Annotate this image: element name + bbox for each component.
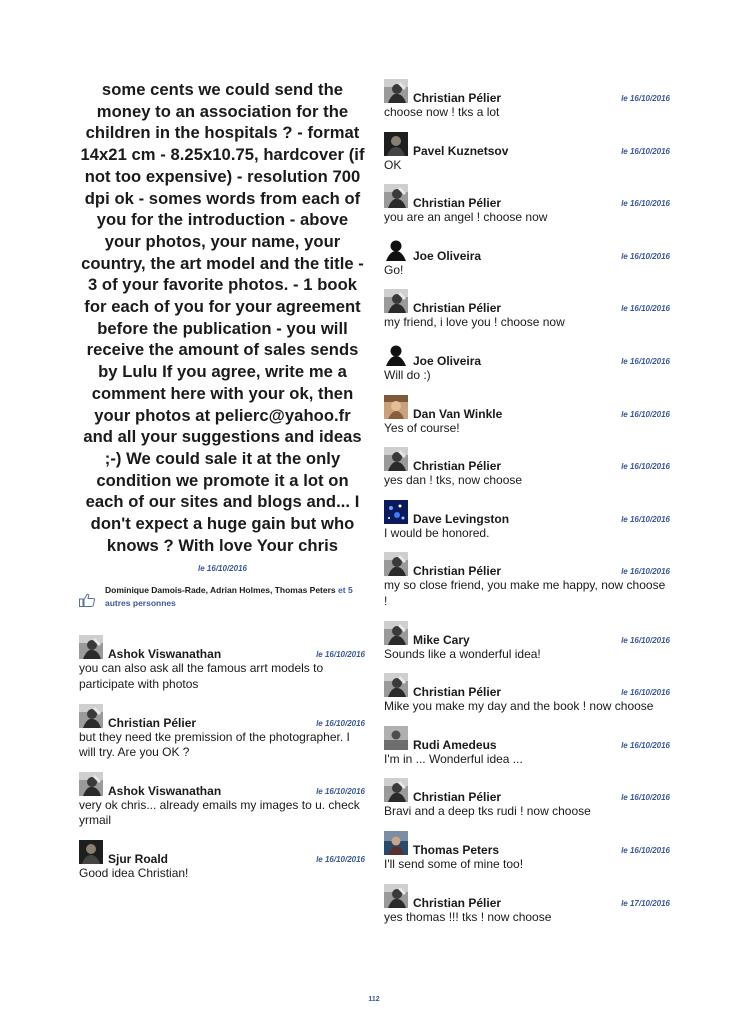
avatar[interactable] (384, 342, 408, 366)
avatar[interactable] (384, 552, 408, 576)
comment-author[interactable]: Christian Pélier (413, 685, 502, 700)
bw-portrait-icon (79, 772, 103, 796)
comment-text: Mike you make my day and the book ! now choose (384, 699, 654, 714)
comment-date: le 16/10/2016 (621, 409, 670, 419)
comment-item (384, 831, 671, 873)
comment-author[interactable]: Christian Pélier (413, 196, 502, 211)
comment-author[interactable]: Ashok Viswanathan (108, 647, 222, 662)
comment-text: choose now ! tks a lot (384, 105, 500, 119)
avatar[interactable] (384, 673, 408, 697)
comment-item (384, 884, 671, 926)
avatar[interactable] (79, 772, 103, 796)
comment-header (384, 778, 671, 805)
warm-portrait-icon (384, 395, 408, 419)
comment-author[interactable]: Joe Oliveira (413, 248, 482, 263)
avatar[interactable] (384, 395, 408, 419)
page-number: 112 (368, 996, 380, 1003)
comment-date: le 16/10/2016 (316, 786, 365, 796)
comment-header (384, 552, 671, 579)
comment-text: you are an angel ! choose now (384, 210, 548, 225)
avatar[interactable] (384, 621, 408, 645)
avatar[interactable] (384, 184, 408, 208)
blue-night-icon (384, 500, 408, 524)
bw-portrait-icon (384, 884, 408, 908)
comment-date: le 17/10/2016 (621, 898, 670, 908)
comment-author[interactable]: Christian Pélier (413, 301, 502, 316)
comment-author[interactable]: Mike Cary (413, 632, 470, 647)
avatar[interactable] (384, 500, 408, 524)
avatar[interactable] (79, 635, 103, 659)
bw-portrait-icon (384, 673, 408, 697)
thumbs-up-icon[interactable] (79, 593, 96, 607)
comment-header (384, 184, 671, 211)
comment-item (79, 772, 366, 829)
comment-text: I'll send some of mine too! (384, 856, 524, 871)
bw-portrait-icon (384, 621, 408, 645)
comment-header (384, 621, 671, 645)
comment-item (79, 635, 366, 692)
comment-header (384, 726, 671, 750)
comment-item (384, 342, 671, 384)
comment-date: le 16/10/2016 (621, 304, 670, 314)
comment-item (79, 840, 366, 882)
comment-author[interactable]: Christian Pélier (108, 715, 197, 730)
comment-item (384, 289, 671, 331)
comment-author[interactable]: Christian Pélier (413, 895, 502, 910)
comment-text: my so close friend, you make me happy, now choose ! (384, 578, 666, 608)
comment-date: le 16/10/2016 (621, 356, 670, 366)
comment-header (384, 884, 671, 908)
comment-header (384, 500, 671, 524)
comment-header (384, 132, 671, 156)
comment-date: le 16/10/2016 (621, 514, 670, 524)
avatar[interactable] (384, 831, 408, 855)
comment-header (384, 237, 671, 261)
comment-author[interactable]: Joe Oliveira (413, 353, 482, 368)
avatar[interactable] (384, 132, 408, 156)
comment-date: le 16/10/2016 (621, 251, 670, 261)
avatar[interactable] (384, 884, 408, 908)
comment-item (384, 395, 671, 437)
comment-item (384, 447, 671, 489)
comment-date: le 16/10/2016 (621, 199, 670, 209)
bw-portrait-icon (384, 778, 408, 802)
comment-item (384, 237, 671, 279)
comment-header (384, 79, 671, 103)
comment-item (384, 184, 671, 226)
comment-item (384, 673, 671, 715)
comment-author[interactable]: Dave Levingston (413, 511, 510, 526)
comment-author[interactable]: Thomas Peters (413, 842, 500, 857)
dark-portrait-icon (384, 132, 408, 156)
bw-portrait-icon (384, 447, 408, 471)
comment-text: I would be honored. (384, 525, 490, 540)
comment-text: I'm in ... Wonderful idea ... (384, 751, 523, 766)
grey-portrait-icon (384, 726, 408, 750)
color-portrait-icon (384, 831, 408, 855)
comment-author[interactable]: Christian Pélier (413, 790, 502, 805)
comment-date: le 16/10/2016 (621, 94, 670, 103)
right-column (384, 79, 671, 925)
silhouette-icon (384, 342, 408, 366)
bw-portrait-icon (79, 635, 103, 659)
avatar[interactable] (79, 840, 103, 864)
comment-header (384, 289, 671, 316)
comment-text: Go! (384, 262, 404, 277)
comment-date: le 16/10/2016 (621, 146, 670, 156)
bw-portrait-icon (384, 79, 408, 103)
comment-text: Bravi and a deep tks rudi ! now choose (384, 804, 591, 819)
avatar[interactable] (384, 79, 408, 103)
bw-portrait-icon (384, 289, 408, 313)
comment-text: yes thomas !!! tks ! now choose (384, 909, 552, 924)
comment-header (79, 704, 366, 728)
comment-date: le 16/10/2016 (621, 845, 670, 855)
avatar[interactable] (384, 289, 408, 313)
avatar[interactable] (384, 447, 408, 471)
comment-text: yes dan ! tks, now choose (384, 473, 523, 488)
comment-item (384, 552, 671, 609)
comment-header (79, 635, 366, 662)
comment-header (384, 673, 671, 700)
comment-text: OK (384, 157, 402, 172)
comment-date: le 16/10/2016 (316, 718, 365, 728)
comment-author[interactable]: Sjur Roald (108, 852, 169, 867)
likes-more-link[interactable]: et 5 autres personnes (105, 585, 353, 608)
comment-date: le 16/10/2016 (621, 567, 670, 577)
comment-date: le 16/10/2016 (621, 740, 670, 750)
comment-item (384, 500, 671, 542)
comment-author[interactable]: Ashok Viswanathan (108, 783, 222, 798)
comment-date: le 16/10/2016 (316, 855, 365, 865)
bw-portrait-icon (384, 552, 408, 576)
comment-author[interactable]: Christian Pélier (413, 564, 502, 579)
comment-header (384, 395, 671, 419)
comment-author[interactable]: Christian Pélier (413, 459, 502, 474)
main-post-date: le 16/10/2016 (198, 564, 247, 574)
comment-author[interactable]: Rudi Amedeus (413, 737, 497, 752)
comment-text: my friend, i love you ! choose now (384, 315, 565, 330)
comment-header (384, 342, 671, 366)
comment-text: Yes of course! (384, 420, 460, 435)
comment-date: le 16/10/2016 (621, 793, 670, 803)
comment-text: Good idea Christian! (79, 866, 189, 881)
avatar[interactable] (79, 704, 103, 728)
comment-text: but they need tke premission of the photographer. I will try. Are you OK ? (79, 729, 350, 760)
likes-summary (79, 584, 366, 609)
right-comment-list (384, 79, 671, 925)
comment-header (79, 772, 366, 796)
comment-author[interactable]: Christian Pélier (413, 91, 502, 105)
comment-date: le 16/10/2016 (621, 635, 670, 645)
comment-date: le 16/10/2016 (621, 462, 670, 472)
comment-text: you can also ask all the famous arrt models to participate with photos (79, 661, 324, 692)
main-post-text: some cents we could send the money to an association for the children in the hospitals ? - format 14x21 cm - 8.25x10.75, hardcover (if not too expensive) - resolution 700 dpi ok - somes words from each of you for the introduction - above your photos, your name, your country, the art model and the title - 3 of your favorite photos. - 1 book for each of you for your agreement before the publication - you will receive the amount of sales sends by Lulu If you agree, write me a comment here with your ok, then your photos at pelierc@yahoo.fr and all your suggestions and ideas ;-) We could sale it at the only condition we promote it a lot on each of our sites and blogs and... I don't expect a huge gain but who knows ? With love Your chris (80, 80, 365, 555)
comment-item (79, 704, 366, 761)
likes-names[interactable]: Dominique Damois-Rade, Adrian Holmes, Thomas Peters (105, 585, 336, 596)
comment-item (384, 778, 671, 820)
avatar[interactable] (384, 778, 408, 802)
comment-text: Sounds like a wonderful idea! (384, 646, 541, 661)
comment-author[interactable]: Pavel Kuznetsov (413, 143, 509, 158)
comment-item (384, 726, 671, 768)
left-column (79, 79, 366, 882)
bw-portrait-icon (79, 704, 103, 728)
comment-item (384, 132, 671, 174)
comment-item (384, 621, 671, 663)
comment-header (384, 831, 671, 855)
comment-text: very ok chris... already emails my images to u. check yrmail (79, 797, 360, 828)
comment-date: le 16/10/2016 (316, 650, 365, 660)
comment-item (384, 79, 671, 121)
silhouette-icon (384, 237, 408, 261)
comment-header (384, 447, 671, 474)
left-comment-list (79, 635, 366, 881)
comment-header (79, 840, 366, 867)
bw-portrait-icon (384, 184, 408, 208)
comment-author[interactable]: Dan Van Winkle (413, 406, 503, 421)
dark-portrait-icon (79, 840, 103, 864)
comment-date: le 16/10/2016 (621, 688, 670, 698)
avatar[interactable] (384, 726, 408, 750)
avatar[interactable] (384, 237, 408, 261)
comment-text: Will do :) (384, 367, 431, 382)
